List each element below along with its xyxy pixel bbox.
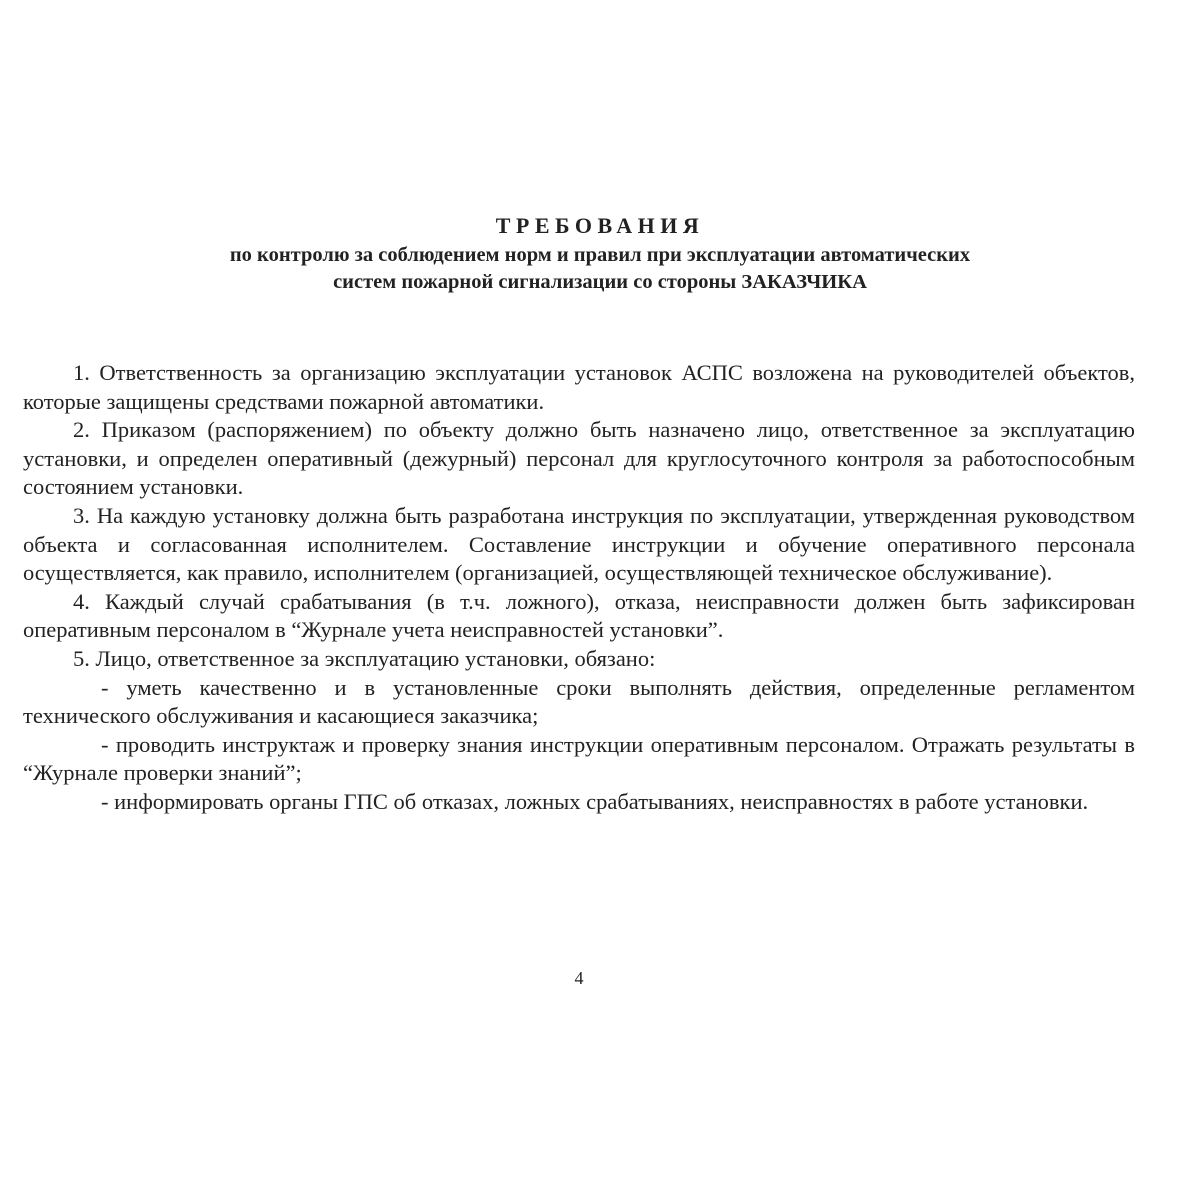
document-subtitle	[0, 242, 1200, 296]
duty-item-1: - уметь качественно и в установленные сроки выполнять действия, определенные регламентом технического обслуживания и касающиеся заказчика;	[23, 674, 1135, 729]
paragraph-2: 2. Приказом (распоряжением) по объекту должно быть назначено лицо, ответственное за эксплуатацию установки, и определен оперативный (дежурный) персонал для круглосуточного контроля за работоспособным состоянием установки.	[23, 417, 1135, 500]
subtitle-line-1: по контролю за соблюдением норм и правил при эксплуатации автоматических	[229, 244, 971, 266]
subtitle-line-2: систем пожарной сигнализации со стороны ЗАКАЗЧИКА	[333, 271, 867, 293]
page-number: 4	[574, 968, 584, 988]
paragraph-4: 4. Каждый случай срабатывания (в т.ч. ложного), отказа, неисправности должен быть зафиксирован оперативным персоналом в “Журнале учета неисправностей установки”.	[23, 588, 1135, 643]
document-body	[23, 359, 1135, 817]
duty-item-2: - проводить инструктаж и проверку знания инструкции оперативным персоналом. Отражать результаты в “Журнале проверки знаний”;	[23, 731, 1135, 786]
document-title: ТРЕБОВАНИЯ	[495, 213, 705, 238]
paragraph-3: 3. На каждую установку должна быть разработана инструкция по эксплуатации, утвержденная руководством объекта и согласованная исполнителем. Составление инструкции и обучение оперативного персонала осуществляется, как правило, исполнителем (организацией, осуществляющей техническое обслуживание).	[23, 502, 1135, 586]
paragraph-1: 1. Ответственность за организацию эксплуатации установок АСПС возложена на руководителей объектов, которые защищены средствами пожарной автоматики.	[23, 360, 1135, 414]
paragraph-5: 5. Лицо, ответственное за эксплуатацию установки, обязано:	[73, 645, 656, 671]
document-heading	[0, 212, 1200, 296]
duty-item-3: - информировать органы ГПС об отказах, ложных срабатываниях, неисправностях в работе установки.	[101, 788, 1089, 814]
